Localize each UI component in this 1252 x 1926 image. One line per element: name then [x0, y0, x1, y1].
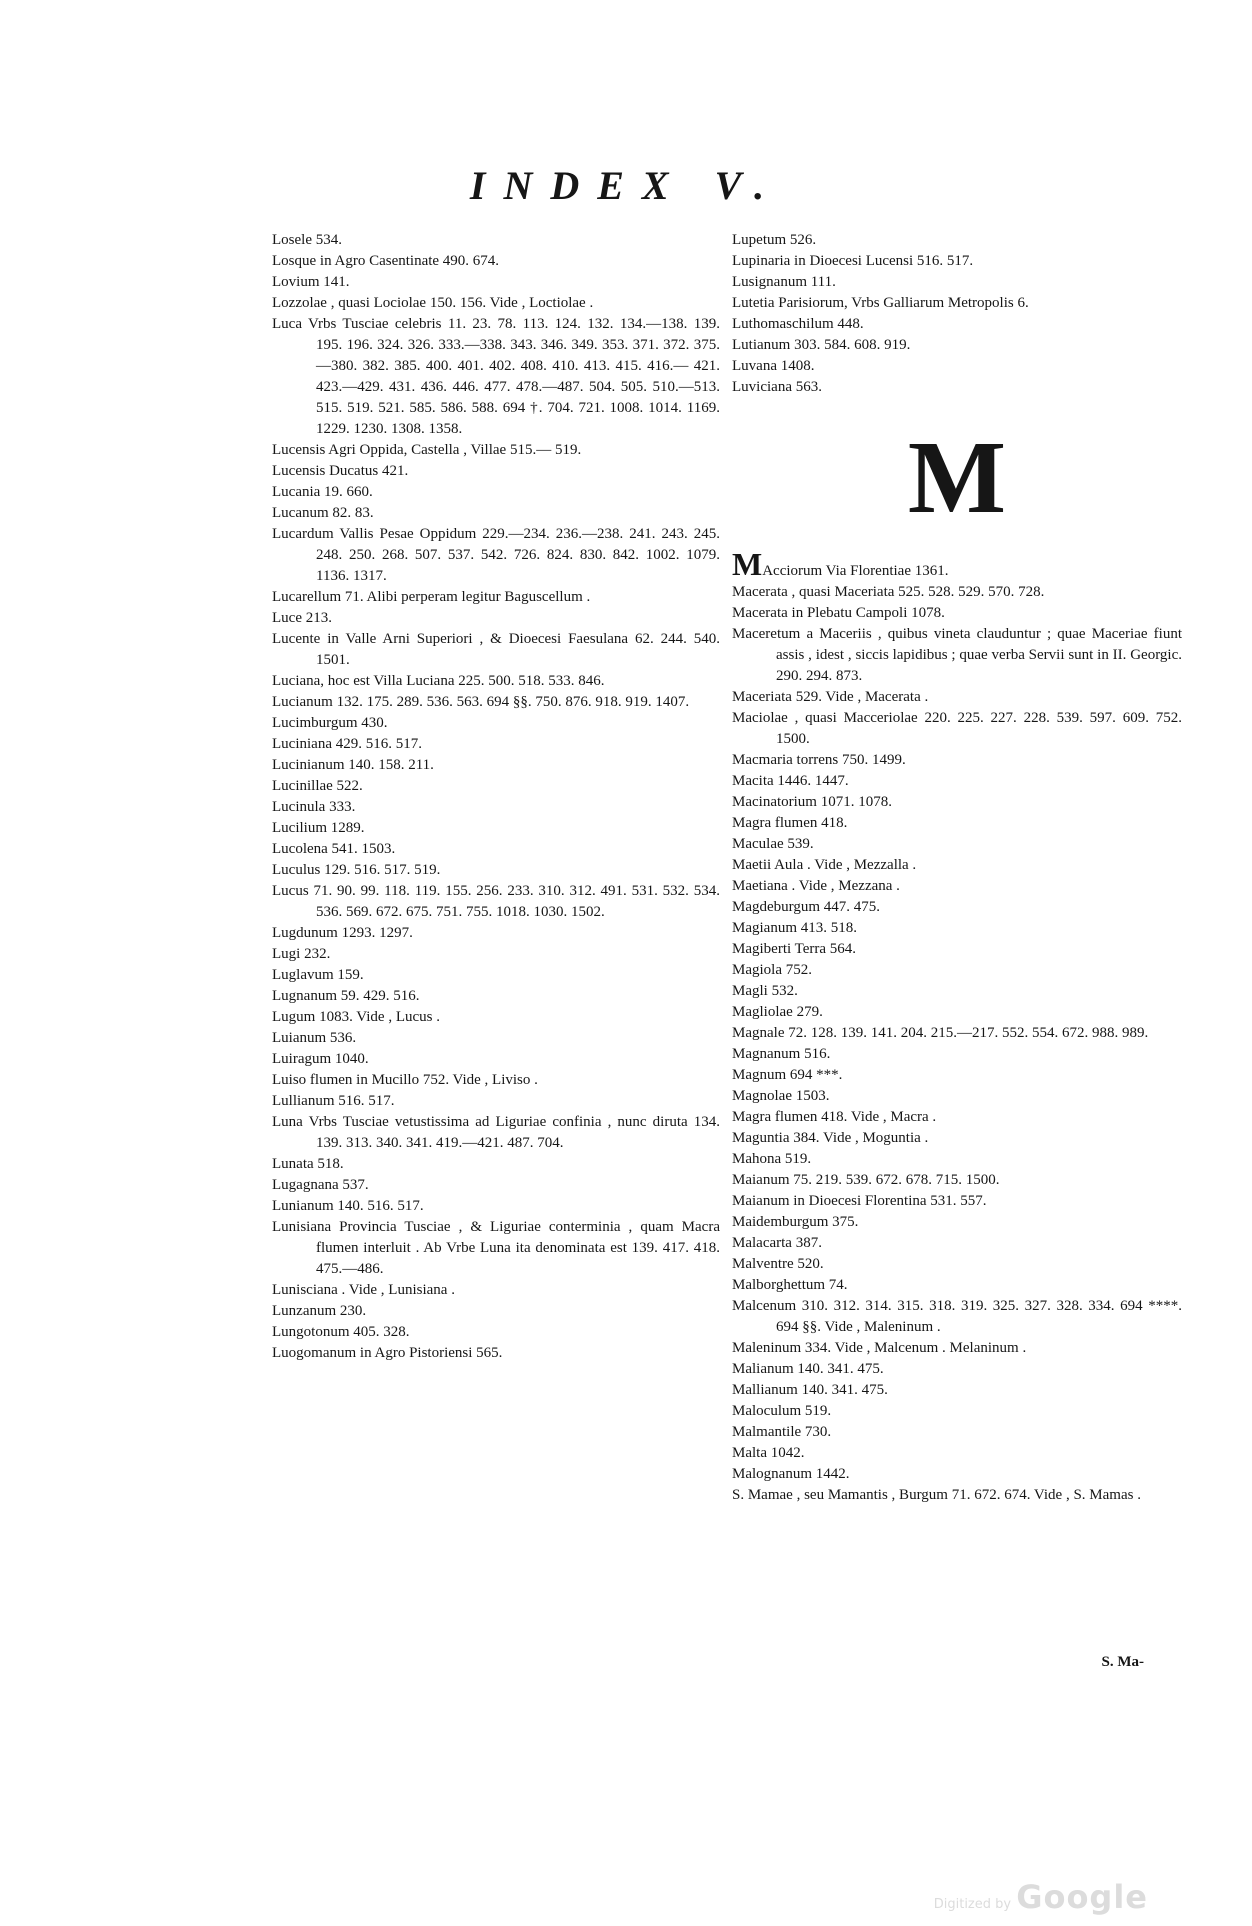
index-entry: Maidemburgum 375.: [732, 1214, 859, 1230]
index-entry: Lucolena 541. 1503.: [272, 841, 396, 857]
index-entry: Maculae 539.: [732, 836, 814, 852]
index-entry: Luculus 129. 516. 517. 519.: [272, 862, 441, 878]
index-entry: Maianum 75. 219. 539. 672. 678. 715. 1500.: [732, 1172, 1000, 1188]
index-entry: Magiola 752.: [732, 962, 812, 978]
index-column-left: [272, 230, 720, 1364]
index-entry: Lucensis Ducatus 421.: [272, 463, 409, 479]
index-entry: Lucilium 1289.: [272, 820, 365, 836]
index-entry: Macerata in Plebatu Campoli 1078.: [732, 605, 945, 621]
index-entry: Maguntia 384. Vide , Moguntia .: [732, 1130, 929, 1146]
index-entry: Magnolae 1503.: [732, 1088, 830, 1104]
index-entry: Magra flumen 418.: [732, 815, 848, 831]
page-title: INDEX V.: [469, 163, 783, 208]
index-entry: Lunisciana . Vide , Lunisiana .: [272, 1282, 455, 1298]
index-entry: Luna Vrbs Tusciae vetustissima ad Liguriae confinia , nunc diruta 134. 139. 313. 340. 341. 419.—421. 487. 704.: [272, 1114, 720, 1151]
index-entry: Lucinillae 522.: [272, 778, 363, 794]
index-entry: Maleninum 334. Vide , Malcenum . Melaninum .: [732, 1340, 1027, 1356]
index-entry: Lunzanum 230.: [272, 1303, 367, 1319]
index-entry: Magnanum 516.: [732, 1046, 831, 1062]
index-entry: Losque in Agro Casentinate 490. 674.: [272, 253, 500, 269]
index-entry: Lutianum 303. 584. 608. 919.: [732, 337, 911, 353]
index-entry: Maceriata 529. Vide , Macerata .: [732, 689, 929, 705]
index-entry: Lozzolae , quasi Lociolae 150. 156. Vide , Loctiolae .: [272, 295, 594, 311]
index-entry: Maetii Aula . Vide , Mezzalla .: [732, 857, 917, 873]
index-entry: Luogomanum in Agro Pistoriensi 565.: [272, 1345, 503, 1361]
index-entry: Magra flumen 418. Vide , Macra .: [732, 1109, 937, 1125]
index-entry: Luiso flumen in Mucillo 752. Vide , Liviso .: [272, 1072, 538, 1088]
index-entry: Luce 213.: [272, 610, 332, 626]
index-entry: Lugum 1083. Vide , Lucus .: [272, 1009, 440, 1025]
index-entry: Lunata 518.: [272, 1156, 344, 1172]
index-entry: Lutetia Parisiorum, Vrbs Galliarum Metropolis 6.: [732, 295, 1029, 311]
index-entry: Malcenum 310. 312. 314. 315. 318. 319. 325. 327. 328. 334. 694 ****. 694 §§. Vide , Maleninum .: [732, 1298, 1182, 1335]
catchword: S. Ma-: [1101, 1654, 1144, 1670]
index-entry: Luca Vrbs Tusciae celebris 11. 23. 78. 113. 124. 132. 134.—138. 139. 195. 196. 324. 326. 333.—338. 343. 346. 349. 353. 371. 372. 375.—380. 382. 385. 400. 401. 402. 408. 410. 413. 415. 416.— 421. 423.—429. 431. 436. 446. 477. 478.—487. 504. 505. 510.—513. 515. 519. 521. 585. 586. 588. 694 †. 704. 721. 1008. 1014. 1169. 1229. 1230. 1308. 1358.: [272, 316, 720, 437]
index-entry: Lullianum 516. 517.: [272, 1093, 395, 1109]
index-entry: Malacarta 387.: [732, 1235, 822, 1251]
index-entry: S. Mamae , seu Mamantis , Burgum 71. 672. 674. Vide , S. Mamas .: [732, 1487, 1141, 1503]
index-entry: Macita 1446. 1447.: [732, 773, 849, 789]
index-entry: Losele 534.: [272, 232, 342, 248]
entry-text: Acciorum Via Florentiae 1361.: [762, 563, 949, 579]
index-entry: Lucanum 82. 83.: [272, 505, 374, 521]
index-entry: Magnum 694 ***.: [732, 1067, 843, 1083]
index-entry: Malognanum 1442.: [732, 1466, 850, 1482]
index-entry: Maianum in Dioecesi Florentina 531. 557.: [732, 1193, 987, 1209]
index-entry: Lusignanum 111.: [732, 274, 836, 290]
index-entry: Maloculum 519.: [732, 1403, 832, 1419]
index-entry: Luglavum 159.: [272, 967, 364, 983]
index-entry: Malmantile 730.: [732, 1424, 832, 1440]
index-entry: [732, 546, 1182, 582]
index-entry: Magliolae 279.: [732, 1004, 823, 1020]
index-entry: Mahona 519.: [732, 1151, 812, 1167]
index-entry: Lucianum 132. 175. 289. 536. 563. 694 §§. 750. 876. 918. 919. 1407.: [272, 694, 690, 710]
watermark: [934, 1878, 1148, 1916]
index-entry: Luianum 536.: [272, 1030, 357, 1046]
section-letter: M: [907, 420, 1007, 535]
index-column-right: [732, 230, 1182, 1506]
index-entry: Lunisiana Provincia Tusciae , & Liguriae conterminia , quam Macra flumen interluit . Ab Vrbe Luna ita denominata est 139. 417. 418. 475.—486.: [272, 1219, 720, 1277]
index-entry: Luvana 1408.: [732, 358, 815, 374]
index-entry: Lupetum 526.: [732, 232, 817, 248]
index-entry: Lungotonum 405. 328.: [272, 1324, 410, 1340]
index-entry: Luthomaschilum 448.: [732, 316, 864, 332]
index-entry: Mallianum 140. 341. 475.: [732, 1382, 888, 1398]
index-entry: Lugdunum 1293. 1297.: [272, 925, 413, 941]
index-entries-l-continued: [732, 230, 1182, 398]
index-entry: Magnale 72. 128. 139. 141. 204. 215.—217. 552. 554. 672. 988. 989.: [732, 1025, 1149, 1041]
index-entry: Malventre 520.: [732, 1256, 824, 1272]
index-entry: Lugagnana 537.: [272, 1177, 369, 1193]
watermark-brand: Google: [1016, 1878, 1148, 1916]
index-entry: Luviciana 563.: [732, 379, 822, 395]
index-entry: Magdeburgum 447. 475.: [732, 899, 881, 915]
index-entry: Lupinaria in Dioecesi Lucensi 516. 517.: [732, 253, 974, 269]
index-entry: Luiragum 1040.: [272, 1051, 369, 1067]
index-entry: Malta 1042.: [732, 1445, 805, 1461]
index-entry: Lucania 19. 660.: [272, 484, 373, 500]
index-entry: Lucinula 333.: [272, 799, 356, 815]
index-entry: Lucinianum 140. 158. 211.: [272, 757, 434, 773]
index-entry: Malborghettum 74.: [732, 1277, 848, 1293]
index-entry: Lucus 71. 90. 99. 118. 119. 155. 256. 233. 310. 312. 491. 531. 532. 534. 536. 569. 672. 675. 751. 755. 1018. 1030. 1502.: [272, 883, 720, 920]
index-entry: Magiberti Terra 564.: [732, 941, 857, 957]
index-entries-m: [732, 582, 1182, 1506]
index-entry: Lunianum 140. 516. 517.: [272, 1198, 424, 1214]
drop-cap: M: [732, 546, 763, 582]
index-entry: Lovium 141.: [272, 274, 350, 290]
index-entry: Lucarellum 71. Alibi perperam legitur Baguscellum .: [272, 589, 591, 605]
index-entry: Luciana, hoc est Villa Luciana 225. 500. 518. 533. 846.: [272, 673, 605, 689]
index-entry: Lucente in Valle Arni Superiori , & Dioecesi Faesulana 62. 244. 540. 1501.: [272, 631, 720, 668]
index-entry: Macmaria torrens 750. 1499.: [732, 752, 906, 768]
index-entry: Lucardum Vallis Pesae Oppidum 229.—234. 236.—238. 241. 243. 245. 248. 250. 268. 507. 537. 542. 726. 824. 830. 842. 1002. 1079. 1136. 1317.: [272, 526, 720, 584]
index-entry: Luciniana 429. 516. 517.: [272, 736, 422, 752]
index-entry: Magianum 413. 518.: [732, 920, 857, 936]
index-entry: Lugnanum 59. 429. 516.: [272, 988, 420, 1004]
index-entry: Lugi 232.: [272, 946, 331, 962]
index-entry: Maceretum a Maceriis , quibus vineta clauduntur ; quae Maceriae fiunt assis , idest , siccis lapidibus ; quae verba Servii sunt in II. Georgic. 290. 294. 873.: [732, 626, 1182, 684]
watermark-digitized: Digitized by: [933, 1897, 1012, 1912]
index-entry: Maciolae , quasi Macceriolae 220. 225. 227. 228. 539. 597. 609. 752. 1500.: [732, 710, 1182, 747]
index-entry: Malianum 140. 341. 475.: [732, 1361, 884, 1377]
index-entry: Macerata , quasi Maceriata 525. 528. 529. 570. 728.: [732, 584, 1045, 600]
index-entry: Maetiana . Vide , Mezzana .: [732, 878, 900, 894]
index-entry: Lucimburgum 430.: [272, 715, 388, 731]
index-entry: Macinatorium 1071. 1078.: [732, 794, 892, 810]
index-entry: Magli 532.: [732, 983, 798, 999]
index-entry: Lucensis Agri Oppida, Castella , Villae 515.— 519.: [272, 442, 582, 458]
